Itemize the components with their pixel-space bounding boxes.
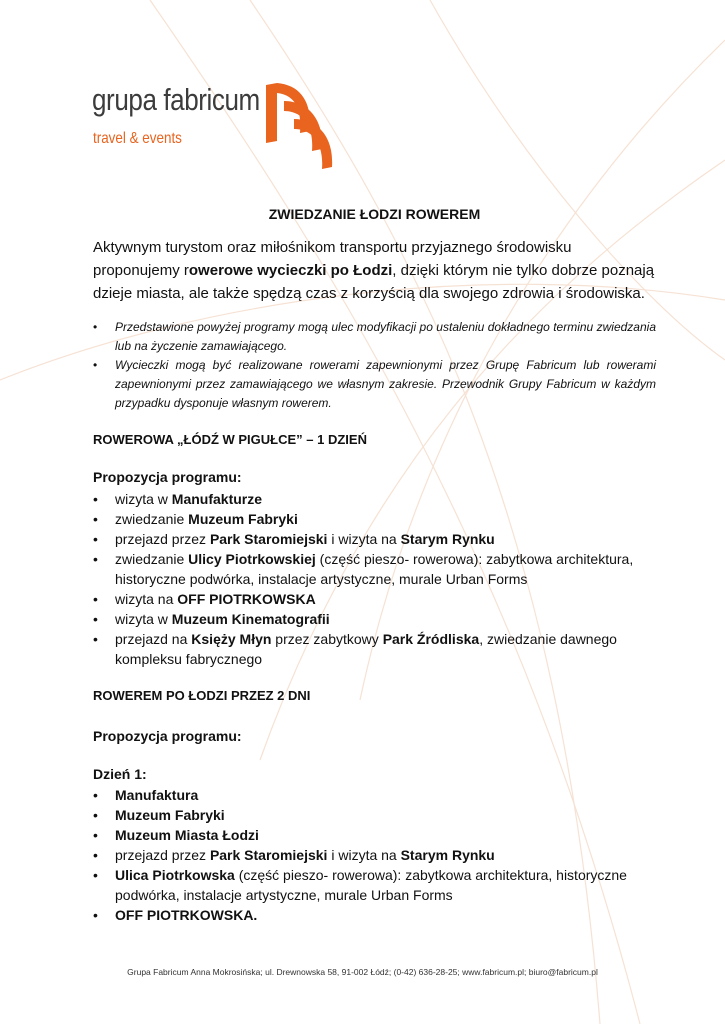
section1-heading: ROWEROWA „ŁÓDŹ W PIGUŁCE” – 1 DZIEŃ (93, 432, 367, 447)
logo-tagline: travel & events (93, 130, 182, 147)
list-item: • OFF PIOTRKOWSKA. (93, 905, 656, 925)
list-item: • wizyta w Manufakturze (93, 489, 656, 509)
list-item: • zwiedzanie Ulicy Piotrkowskiej (część pieszo- rowerowa): zabytkowa architektura, historyczne podwórka, instalacje artystyczne, murale Urban Forms (93, 549, 656, 589)
section2-list (93, 785, 656, 925)
logo-m-icon (264, 83, 336, 169)
list-item: • przejazd przez Park Staromiejski i wizyta na Starym Rynku (93, 845, 656, 865)
section2-program-label: Propozycja programu: (93, 728, 242, 744)
list-item: • Manufaktura (93, 785, 656, 805)
list-item: • Muzeum Miasta Łodzi (93, 825, 656, 845)
intro-paragraph (93, 236, 656, 305)
section1-program-label: Propozycja programu: (93, 469, 242, 485)
section2-heading: ROWEREM PO ŁODZI PRZEZ 2 DNI (93, 688, 311, 703)
day1-label: Dzień 1: (93, 766, 147, 782)
list-item: • zwiedzanie Muzeum Fabryki (93, 509, 656, 529)
logo-wordmark: grupa fabricum (92, 82, 260, 117)
intro-text-start: Aktywnym turystom oraz miłośnikom transportu przyjaznego środowisku proponujemy r (93, 239, 572, 279)
list-item: • wizyta na OFF PIOTRKOWSKA (93, 589, 656, 609)
document-title: ZWIEDZANIE ŁODZI ROWEREM (268, 206, 481, 222)
list-item: • Muzeum Fabryki (93, 805, 656, 825)
note-item: • Wycieczki mogą być realizowane rowerami zapewnionymi przez Grupę Fabricum lub rowerami zapewnionymi przez zamawiającego we własnym zakresie. Przewodnik Grupy Fabricum w każdym przypadku dysponuje własnym rowerem. (93, 356, 656, 413)
page-footer: Grupa Fabricum Anna Mokrosińska; ul. Drewnowska 58, 91-002 Łódź; (0-42) 636-28-25; www.fabricum.pl; biuro@fabricum.pl (127, 967, 598, 977)
note-item: • Przedstawione powyżej programy mogą ulec modyfikacji po ustaleniu dokładnego terminu zwiedzania lub na życzenie zamawiającego. (93, 318, 656, 356)
list-item: • przejazd przez Park Staromiejski i wizyta na Starym Rynku (93, 529, 656, 549)
notes-list (93, 318, 656, 413)
list-item: • wizyta w Muzeum Kinematografii (93, 609, 656, 629)
list-item: • przejazd na Księży Młyn przez zabytkowy Park Źródliska, zwiedzanie dawnego kompleksu fabrycznego (93, 629, 656, 669)
list-item: • Ulica Piotrkowska (część pieszo- rowerowa): zabytkowa architektura, historyczne podwórka, instalacje artystyczne, murale Urban Forms (93, 865, 656, 905)
intro-highlight: owerowe wycieczki po Łodzi (188, 262, 393, 279)
section1-list (93, 489, 656, 669)
intro-text-end: , dzięki którym nie tylko dobrze poznają dzieje miasta, ale także spędzą czas z korzyścią dla swojego zdrowia i środowiska. (93, 262, 655, 302)
